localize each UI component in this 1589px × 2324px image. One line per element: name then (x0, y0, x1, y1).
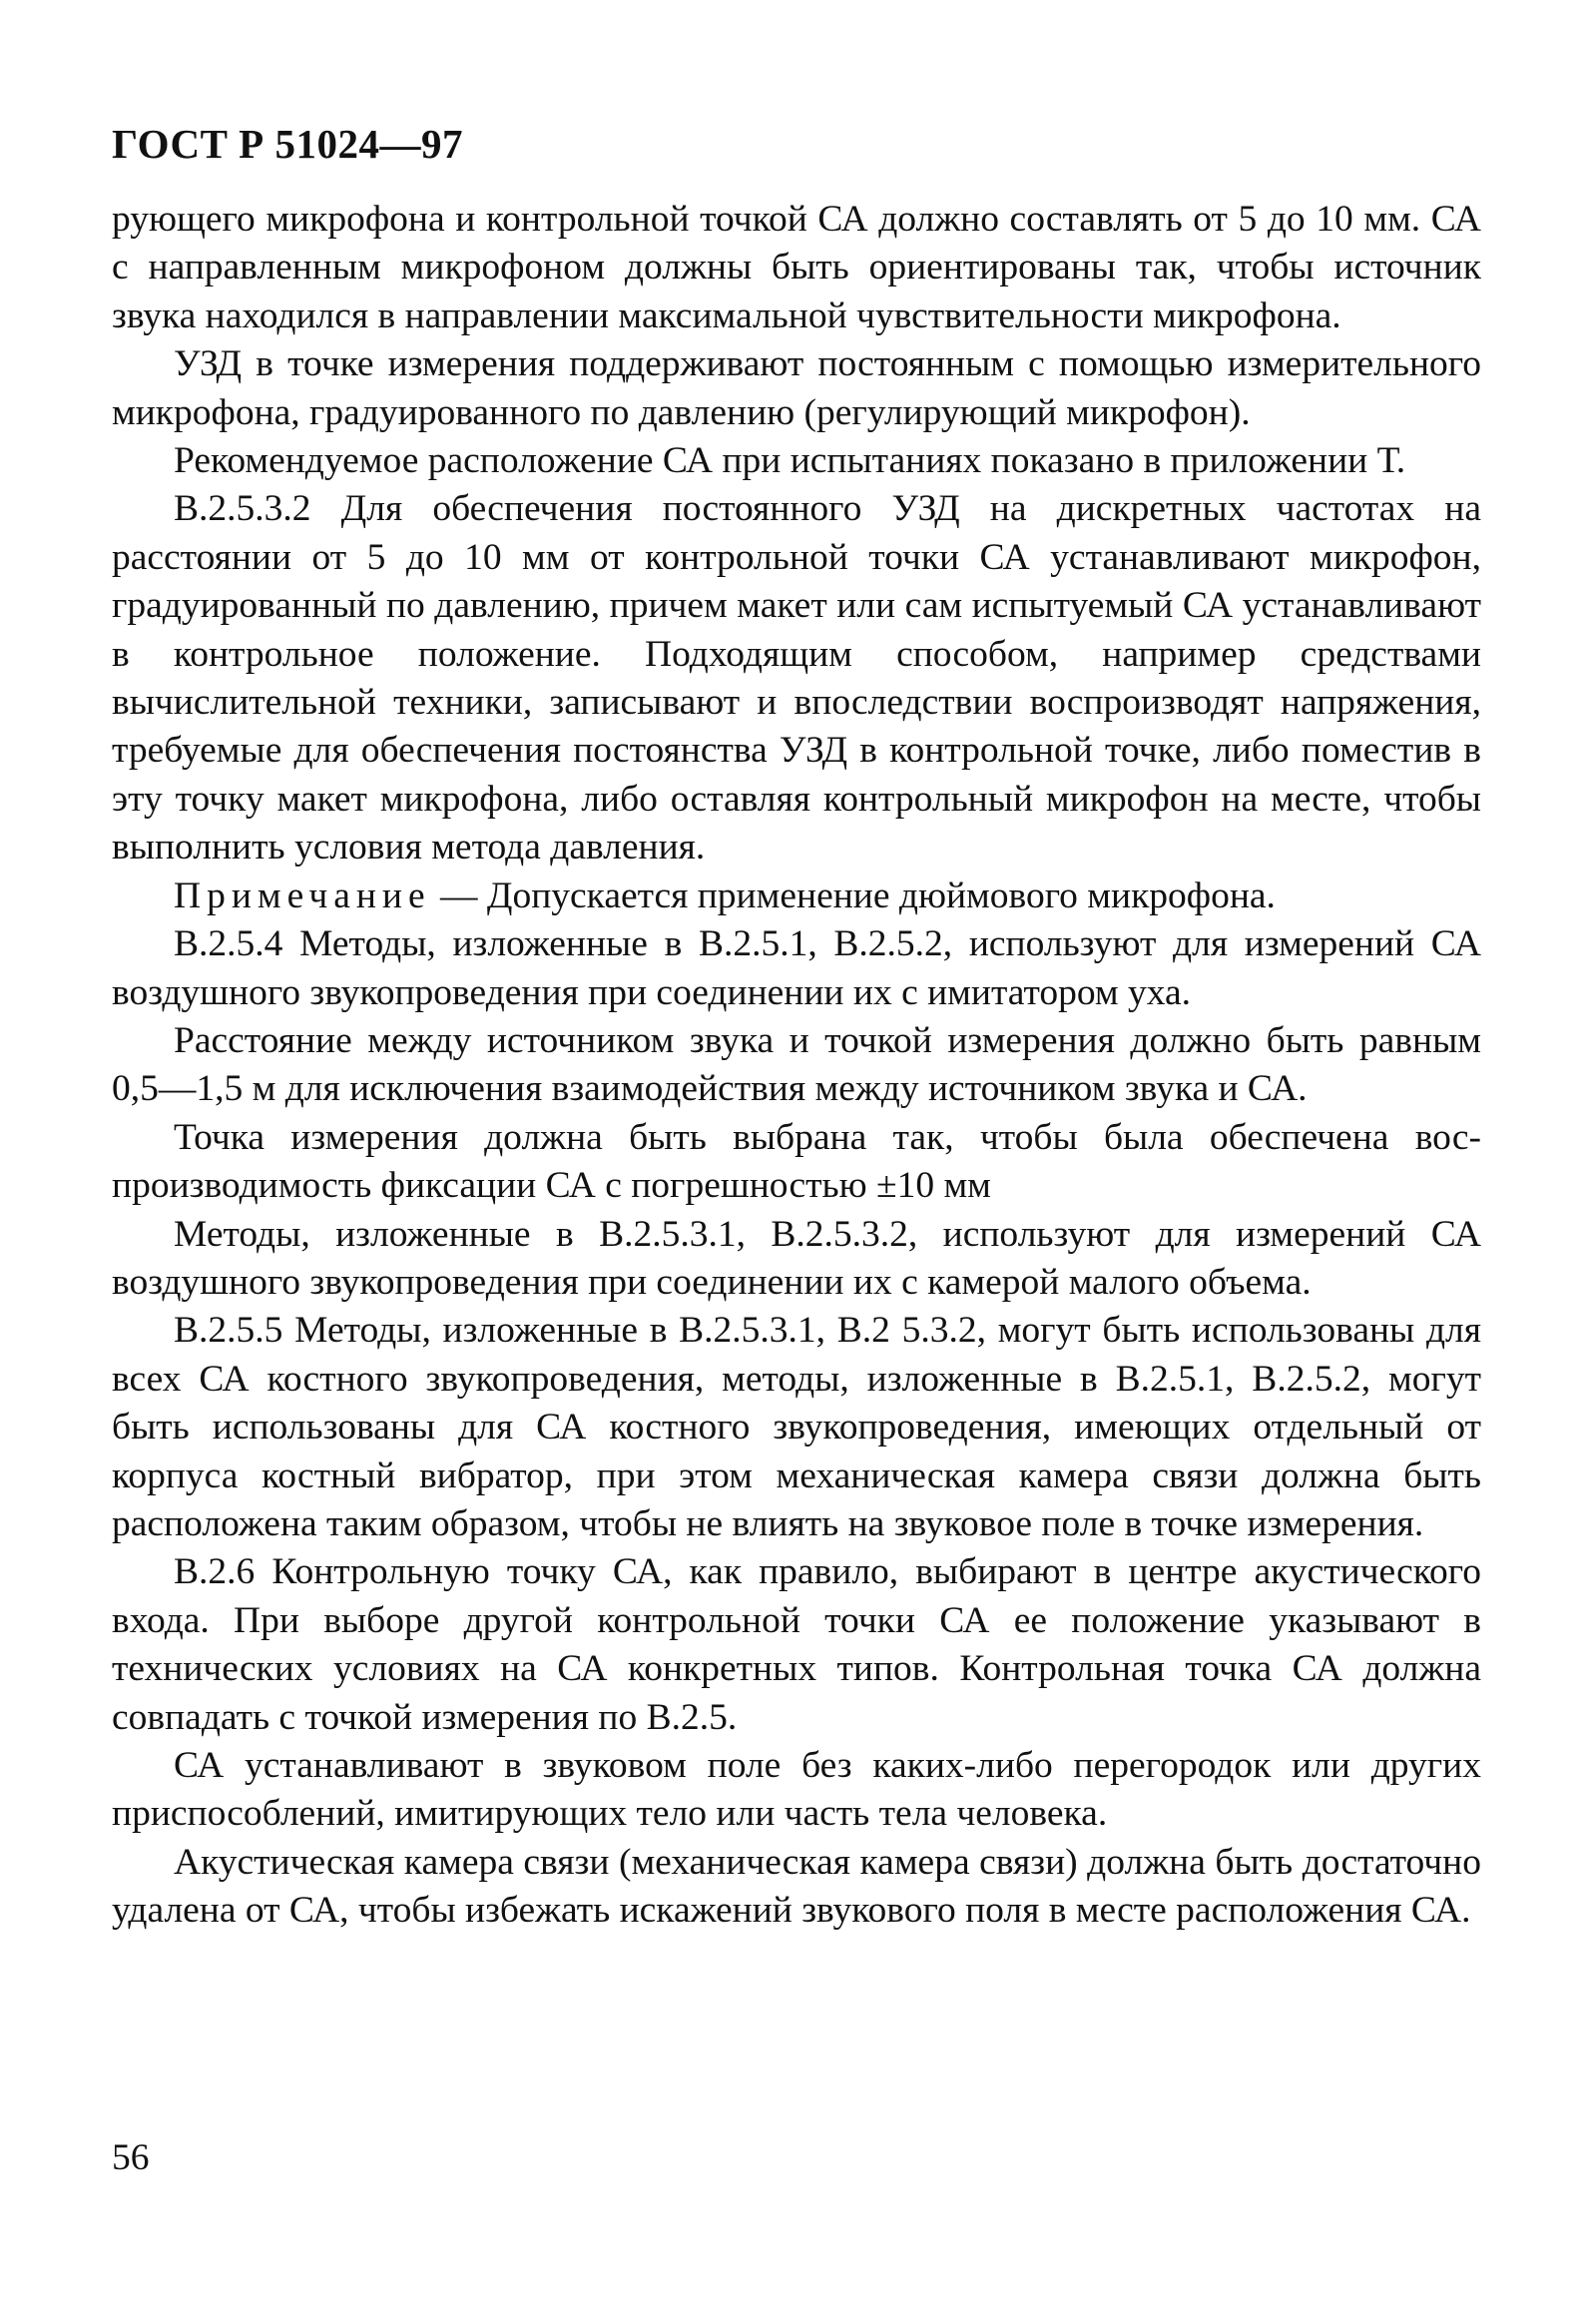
paragraph-2: УЗД в точке измерения поддерживают постоянным с помощью измерительного микрофона, градуированного по давлению (регулирующий микрофон). (112, 343, 1481, 433)
paragraph-3: Рекомендуемое расположение СА при испытаниях показано в приложении Т. (174, 440, 1406, 482)
paragraph-6: Расстояние между источником звука и точкой измерения должно быть равным 0,5—1,5 м для исключения взаимодействия между источником звука и СА. (112, 1019, 1481, 1110)
note-paragraph (112, 872, 1481, 920)
page-number: 56 (112, 2137, 150, 2178)
document-page (112, 118, 1481, 1936)
paragraph-11: СА устанавливают в звуковом поле без каких-либо перегородок или других приспособлений, имитирующих тело или часть тела человека. (112, 1745, 1481, 1835)
paragraph-12: Акустическая камера связи (механическая камера связи) должна быть достаточно удалена от СА, чтобы избежать искажений звукового поля в месте расположения СА. (112, 1841, 1481, 1932)
paragraph-4: В.2.5.3.2 Для обеспечения постоянного УЗД на дискретных частотах на расстоянии от 5 до 10 мм от контрольной точки СА устанавливают микрофон, градуированный по давлению, причем макет или сам испытуемый СА устанавливают в контрольное положение. Подходящим способом, например средствами вычислительной техники, записывают и впоследствии воспроизводят напряжения, требуемые для обеспечения постоянства УЗД в контрольной точке, либо поместив в эту точку макет микрофона, либо оставляя контрольный микрофон на месте, чтобы выполнить условия метода давления. (112, 488, 1481, 869)
paragraph-10: В.2.6 Контрольную точку СА, как правило, выбирают в центре акустического входа. При выборе другой контрольной точки СА ее положение указывают в технических условиях на СА конкретных типов. Контрольная точка СА должна совпадать с точкой измерения по В.2.5. (112, 1551, 1481, 1738)
document-body (112, 196, 1481, 1936)
note-text: — Допускается применение дюймового микрофона. (430, 874, 1276, 916)
paragraph-9: В.2.5.5 Методы, изложенные в В.2.5.3.1, В.2 5.3.2, могут быть использованы для всех СА костного звукопроведения, методы, изложенные в В.2.5.1, В.2.5.2, могут быть использованы для СА костного звукопроведения, имеющих отдельный от корпуса костный вибратор, при этом механическая камера связи должна быть расположена таким образом, чтобы не влиять на звуковое поле в точке измерения. (112, 1310, 1481, 1544)
paragraph-7: Точка измерения должна быть выбрана так, чтобы была обеспечена воспроизводимость фиксации СА с погрешностью ±10 мм (112, 1116, 1481, 1207)
note-label: Примечание (174, 874, 431, 916)
paragraph-1: рующего микрофона и контрольной точкой СА должно составлять от 5 до 10 мм. СА с направленным микрофоном должны быть ориентированы так, чтобы источник звука находился в направлении максимальной чувствительности микрофона. (112, 199, 1481, 336)
paragraph-5: В.2.5.4 Методы, изложенные в В.2.5.1, В.2.5.2, используют для измерений СА воздушного звукопроведения при соединении их с имитатором уха. (112, 923, 1481, 1013)
document-header: ГОСТ Р 51024—97 (112, 121, 463, 167)
paragraph-8: Методы, изложенные в В.2.5.3.1, В.2.5.3.2, используют для измерений СА воздушного звукопроведения при соединении их с камерой малого объема. (112, 1213, 1481, 1303)
